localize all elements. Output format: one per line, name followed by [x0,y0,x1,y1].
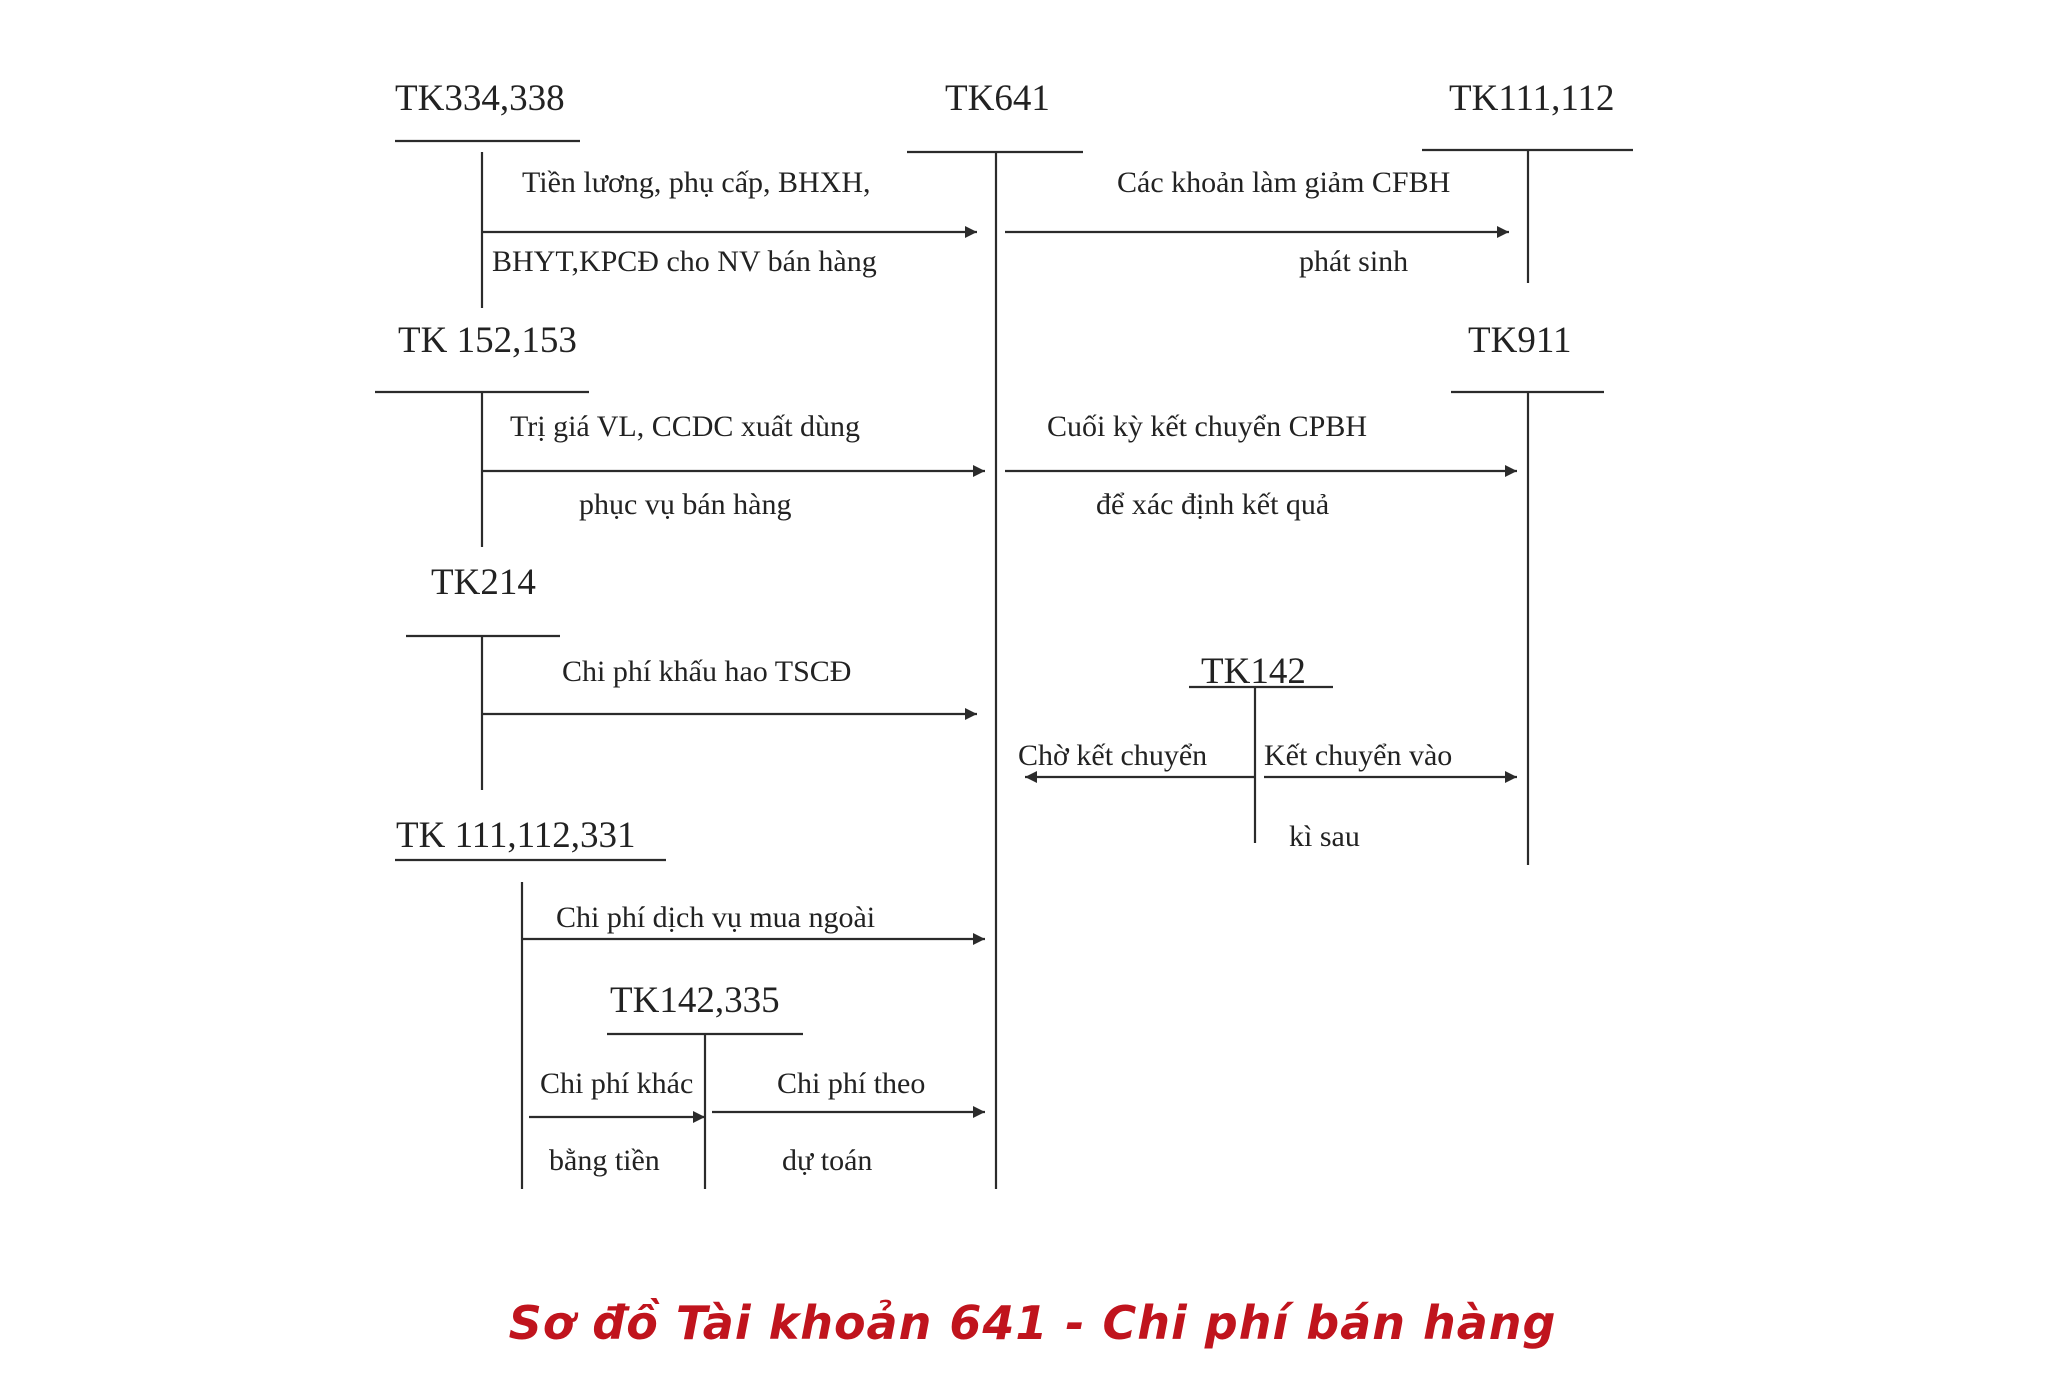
flow-text-other-costs-line1: Chi phí khác [540,1067,694,1100]
account-label-tk152-153: TK 152,153 [398,320,577,361]
flow-text-estimated-line1: Chi phí theo [777,1067,926,1100]
flow-text-salary-line1: Tiền lương, phụ cấp, BHXH, [522,166,871,199]
flow-text-reduction-line1: Các khoản làm giảm CFBH [1117,166,1451,199]
account-label-tk111-112: TK111,112 [1449,78,1615,119]
account-label-tk142-335: TK142,335 [610,980,780,1021]
flow-text-outsourced-services: Chi phí dịch vụ mua ngoài [556,901,876,934]
flow-text-depreciation: Chi phí khấu hao TSCĐ [562,655,852,688]
flow-text-closing-line1: Cuối kỳ kết chuyển CPBH [1047,410,1367,443]
flow-text-salary-line2: BHYT,KPCĐ cho NV bán hàng [492,245,877,278]
diagram-caption: Sơ đồ Tài khoản 641 - Chi phí bán hàng [508,1296,1557,1350]
account-label-tk334-338: TK334,338 [395,78,565,119]
account-label-tk911: TK911 [1468,320,1572,361]
flow-text-pending-transfer: Chờ kết chuyển [1018,739,1208,772]
flow-text-estimated-line2: dự toán [782,1144,873,1177]
account-label-tk641: TK641 [945,78,1050,119]
account-label-tk142: TK142 [1201,651,1306,692]
flow-text-closing-line2: để xác định kết quả [1096,488,1330,521]
flow-text-transfer-next-line2: kì sau [1289,820,1360,853]
account-label-tk111-112-331: TK 111,112,331 [396,815,636,856]
flow-text-transfer-next-line1: Kết chuyển vào [1264,739,1453,772]
flow-text-other-costs-line2: bằng tiền [549,1144,660,1177]
flow-text-materials-line1: Trị giá VL, CCDC xuất dùng [510,410,861,443]
account-label-tk214: TK214 [431,562,536,603]
flow-text-materials-line2: phục vụ bán hàng [579,488,792,521]
flow-text-reduction-line2: phát sinh [1299,245,1409,278]
